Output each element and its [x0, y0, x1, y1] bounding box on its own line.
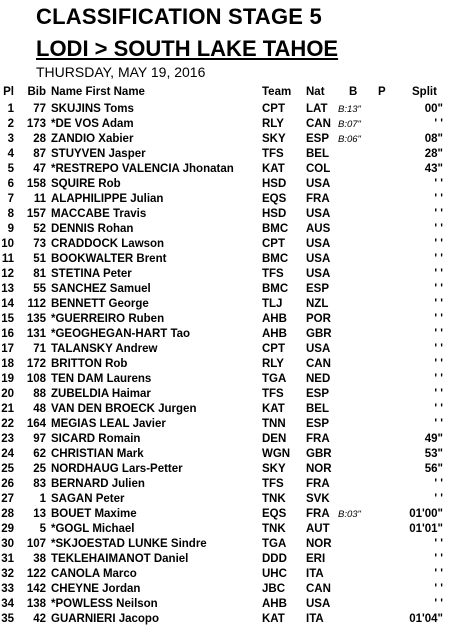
cell-bib: 122: [26, 568, 46, 580]
cell-pl: 20: [1, 388, 14, 400]
cell-split: 28": [424, 148, 443, 160]
cell-name: *RESTREPO VALENCIA Jhonatan: [51, 163, 234, 175]
cell-pl: 19: [1, 373, 14, 385]
cell-split: ' ': [434, 328, 443, 340]
cell-bib: 5: [39, 523, 46, 535]
cell-nat: SVK: [306, 493, 330, 505]
cell-bib: 135: [26, 313, 46, 325]
cell-pl: 9: [7, 223, 14, 235]
cell-name: BERNARD Julien: [51, 478, 145, 490]
cell-team: DDD: [262, 553, 287, 565]
cell-split: ' ': [434, 403, 443, 415]
cell-team: KAT: [262, 163, 285, 175]
cell-team: TFS: [262, 388, 284, 400]
cell-bib: 42: [33, 613, 46, 625]
cell-bib: 62: [33, 448, 46, 460]
cell-pl: 6: [7, 178, 14, 190]
cell-name: CRADDOCK Lawson: [51, 238, 165, 250]
cell-team: BMC: [262, 253, 289, 265]
cell-nat: COL: [306, 163, 331, 175]
cell-pl: 11: [1, 253, 14, 265]
table-row: [0, 552, 462, 567]
cell-split: 56": [424, 463, 443, 475]
cell-split: ' ': [434, 118, 443, 130]
cell-nat: USA: [306, 253, 331, 265]
cell-nat: FRA: [306, 508, 330, 520]
cell-team: TGA: [262, 538, 287, 550]
cell-name: ALAPHILIPPE Julian: [51, 193, 164, 205]
cell-pl: 16: [1, 328, 14, 340]
cell-pl: 22: [1, 418, 14, 430]
table-row: [0, 252, 462, 267]
cell-nat: USA: [306, 238, 331, 250]
cell-team: EQS: [262, 508, 287, 520]
cell-name: CHEYNE Jordan: [51, 583, 141, 595]
cell-name: BENNETT George: [51, 298, 149, 310]
column-header-name: Name First Name: [51, 86, 145, 98]
cell-name: *SKJOESTAD LUNKE Sindre: [51, 538, 207, 550]
cell-team: AHB: [262, 328, 287, 340]
cell-name: TEKLEHAIMANOT Daniel: [51, 553, 189, 565]
table-row: [0, 582, 462, 597]
cell-pl: 34: [1, 598, 14, 610]
cell-nat: USA: [306, 178, 331, 190]
cell-team: SKY: [262, 133, 286, 145]
cell-team: TGA: [262, 373, 287, 385]
cell-name: STETINA Peter: [51, 268, 132, 280]
cell-split: 01'00": [409, 508, 443, 520]
cell-bib: 51: [33, 253, 46, 265]
table-row: [0, 357, 462, 372]
cell-bib: 52: [33, 223, 46, 235]
table-row: [0, 177, 462, 192]
cell-nat: FRA: [306, 193, 330, 205]
cell-nat: POR: [306, 313, 331, 325]
cell-name: *POWLESS Neilson: [51, 598, 158, 610]
cell-team: TNK: [262, 493, 286, 505]
cell-nat: NED: [306, 373, 331, 385]
table-row: [0, 372, 462, 387]
cell-bib: 107: [26, 538, 46, 550]
cell-split: ' ': [434, 298, 443, 310]
cell-bib: 112: [27, 298, 46, 310]
cell-name: SANCHEZ Samuel: [51, 283, 151, 295]
cell-name: BOOKWALTER Brent: [51, 253, 167, 265]
table-row: [0, 597, 462, 612]
cell-bib: 87: [33, 148, 46, 160]
cell-pl: 15: [1, 313, 14, 325]
cell-nat: CAN: [306, 118, 331, 130]
cell-nat: ESP: [306, 388, 330, 400]
cell-bib: 73: [33, 238, 46, 250]
cell-pl: 2: [7, 118, 14, 130]
cell-pl: 12: [1, 268, 14, 280]
cell-name: ZUBELDIA Haimar: [51, 388, 151, 400]
cell-split: ' ': [434, 583, 443, 595]
cell-nat: USA: [306, 208, 331, 220]
cell-name: STUYVEN Jasper: [51, 148, 146, 160]
cell-team: HSD: [262, 208, 287, 220]
table-row: [0, 327, 462, 342]
cell-split: ' ': [434, 223, 443, 235]
table-row: [0, 417, 462, 432]
cell-split: 53": [424, 448, 443, 460]
cell-nat: ESP: [306, 418, 330, 430]
table-row: [0, 297, 462, 312]
cell-bib: 173: [26, 118, 46, 130]
column-header-pl: Pl: [3, 86, 14, 98]
cell-team: KAT: [262, 613, 285, 625]
cell-team: RLY: [262, 118, 284, 130]
cell-split: ' ': [434, 598, 443, 610]
cell-split: ' ': [434, 553, 443, 565]
cell-pl: 3: [7, 133, 14, 145]
cell-split: ' ': [434, 178, 443, 190]
column-header-bib: Bib: [27, 86, 46, 98]
table-row: [0, 117, 462, 132]
cell-split: ' ': [434, 283, 443, 295]
cell-bib: 158: [26, 178, 46, 190]
cell-bib: 47: [33, 163, 46, 175]
cell-nat: ERI: [306, 553, 326, 565]
table-row: [0, 492, 462, 507]
cell-name: *GUERREIRO Ruben: [51, 313, 165, 325]
cell-pl: 14: [1, 298, 14, 310]
cell-nat: CAN: [306, 583, 331, 595]
cell-split: 01'01": [409, 523, 443, 535]
cell-bib: 77: [33, 103, 46, 115]
cell-nat: USA: [306, 598, 331, 610]
cell-split: ' ': [434, 478, 443, 490]
cell-split: ' ': [434, 418, 443, 430]
cell-name: SAGAN Peter: [51, 493, 125, 505]
cell-name: CHRISTIAN Mark: [51, 448, 144, 460]
cell-bib: 13: [33, 508, 46, 520]
cell-team: SKY: [262, 463, 286, 475]
table-row: [0, 237, 462, 252]
cell-nat: BEL: [306, 148, 329, 160]
cell-pl: 23: [1, 433, 14, 445]
cell-nat: BEL: [306, 403, 329, 415]
cell-pl: 29: [1, 523, 14, 535]
cell-name: NORDHAUG Lars-Petter: [51, 463, 183, 475]
cell-bib: 172: [26, 358, 46, 370]
table-row: [0, 192, 462, 207]
cell-bib: 55: [33, 283, 46, 295]
table-row: [0, 267, 462, 282]
cell-pl: 5: [7, 163, 14, 175]
cell-nat: NZL: [306, 298, 329, 310]
cell-split: ' ': [434, 268, 443, 280]
cell-bib: 142: [26, 583, 46, 595]
table-row: [0, 222, 462, 237]
column-header-p: P: [378, 86, 386, 98]
table-row: [0, 567, 462, 582]
table-row: [0, 402, 462, 417]
cell-team: TNK: [262, 523, 286, 535]
table-row: [0, 342, 462, 357]
cell-bib: 38: [33, 553, 46, 565]
cell-name: DENNIS Rohan: [51, 223, 134, 235]
cell-team: WGN: [262, 448, 291, 460]
stage-route: LODI > SOUTH LAKE TAHOE: [36, 36, 339, 61]
cell-name: *GEOGHEGAN-HART Tao: [51, 328, 191, 340]
cell-team: TNN: [262, 418, 286, 430]
cell-bonus: B:03": [338, 509, 361, 520]
stage-date: THURSDAY, MAY 19, 2016: [36, 64, 206, 80]
cell-bib: 28: [33, 133, 46, 145]
cell-pl: 1: [7, 103, 14, 115]
cell-bonus: B:07": [338, 119, 361, 130]
cell-name: SKUJINS Toms: [51, 103, 134, 115]
cell-name: TALANSKY Andrew: [51, 343, 158, 355]
cell-split: 00": [424, 103, 443, 115]
cell-team: AHB: [262, 313, 287, 325]
cell-team: UHC: [262, 568, 287, 580]
cell-team: KAT: [262, 403, 285, 415]
table-row: [0, 387, 462, 402]
table-row: [0, 162, 462, 177]
cell-nat: ITA: [306, 613, 324, 625]
cell-name: *DE VOS Adam: [51, 118, 134, 130]
cell-split: ' ': [434, 373, 443, 385]
cell-pl: 30: [1, 538, 14, 550]
table-row: [0, 282, 462, 297]
page-title: CLASSIFICATION STAGE 5: [36, 4, 322, 29]
cell-team: TFS: [262, 148, 284, 160]
cell-pl: 7: [7, 193, 14, 205]
cell-name: SICARD Romain: [51, 433, 141, 445]
cell-bib: 88: [33, 388, 46, 400]
cell-nat: ITA: [306, 568, 324, 580]
cell-split: ' ': [434, 568, 443, 580]
table-row: [0, 207, 462, 222]
cell-split: 43": [424, 163, 443, 175]
table-row: [0, 432, 462, 447]
cell-team: BMC: [262, 223, 289, 235]
cell-bib: 25: [33, 463, 46, 475]
cell-team: HSD: [262, 178, 287, 190]
table-row: [0, 147, 462, 162]
cell-name: MACCABE Travis: [51, 208, 147, 220]
cell-nat: ESP: [306, 283, 330, 295]
cell-pl: 31: [1, 553, 14, 565]
cell-bib: 81: [33, 268, 46, 280]
cell-nat: USA: [306, 343, 331, 355]
cell-nat: NOR: [306, 463, 332, 475]
cell-split: ' ': [434, 538, 443, 550]
cell-split: 01'04": [409, 613, 443, 625]
table-row: [0, 537, 462, 552]
cell-nat: CAN: [306, 358, 331, 370]
cell-nat: GBR: [306, 448, 332, 460]
cell-team: AHB: [262, 598, 287, 610]
cell-bib: 83: [33, 478, 46, 490]
cell-name: TEN DAM Laurens: [51, 373, 152, 385]
cell-team: CPT: [262, 103, 285, 115]
cell-pl: 13: [1, 283, 14, 295]
cell-split: ' ': [434, 388, 443, 400]
cell-pl: 28: [1, 508, 14, 520]
cell-bib: 131: [26, 328, 46, 340]
cell-split: ' ': [434, 358, 443, 370]
cell-nat: FRA: [306, 433, 330, 445]
cell-bib: 138: [26, 598, 46, 610]
cell-pl: 33: [1, 583, 14, 595]
cell-team: EQS: [262, 193, 287, 205]
cell-nat: ESP: [306, 133, 330, 145]
cell-name: GUARNIERI Jacopo: [51, 613, 159, 625]
table-row: [0, 132, 462, 147]
cell-split: ' ': [434, 493, 443, 505]
cell-pl: 35: [1, 613, 14, 625]
cell-bib: 71: [33, 343, 46, 355]
cell-pl: 17: [1, 343, 14, 355]
cell-bib: 164: [26, 418, 46, 430]
cell-bib: 1: [39, 493, 46, 505]
cell-bib: 48: [33, 403, 46, 415]
cell-nat: USA: [306, 268, 331, 280]
cell-team: JBC: [262, 583, 286, 595]
cell-bib: 157: [26, 208, 46, 220]
cell-team: TFS: [262, 268, 284, 280]
cell-split: ' ': [434, 238, 443, 250]
cell-nat: AUS: [306, 223, 331, 235]
column-header-nat: Nat: [306, 86, 325, 98]
table-row: [0, 522, 462, 537]
column-header-b: B: [349, 86, 358, 98]
cell-pl: 32: [1, 568, 14, 580]
cell-nat: LAT: [306, 103, 328, 115]
cell-nat: FRA: [306, 478, 330, 490]
column-header-team: Team: [262, 86, 292, 98]
cell-name: BOUET Maxime: [51, 508, 137, 520]
cell-split: ' ': [434, 313, 443, 325]
table-row: [0, 447, 462, 462]
cell-name: MEGIAS LEAL Javier: [51, 418, 166, 430]
cell-pl: 25: [1, 463, 14, 475]
table-row: [0, 507, 462, 522]
cell-bonus: B:06": [338, 134, 361, 145]
cell-pl: 18: [1, 358, 14, 370]
cell-bib: 11: [33, 193, 46, 205]
cell-split: ' ': [434, 193, 443, 205]
table-row: [0, 477, 462, 492]
cell-split: 49": [424, 433, 443, 445]
cell-pl: 26: [1, 478, 14, 490]
cell-nat: NOR: [306, 538, 332, 550]
column-header-split: Split: [412, 86, 437, 98]
cell-team: CPT: [262, 343, 285, 355]
table-row: [0, 462, 462, 477]
cell-team: RLY: [262, 358, 284, 370]
cell-split: ' ': [434, 208, 443, 220]
cell-split: ' ': [434, 343, 443, 355]
cell-bonus: B:13": [338, 104, 361, 115]
cell-pl: 27: [1, 493, 14, 505]
cell-split: 08": [424, 133, 443, 145]
cell-team: TFS: [262, 478, 284, 490]
cell-nat: AUT: [306, 523, 330, 535]
cell-name: SQUIRE Rob: [51, 178, 121, 190]
cell-team: TLJ: [262, 298, 283, 310]
table-row: [0, 102, 462, 117]
cell-pl: 24: [1, 448, 14, 460]
cell-team: DEN: [262, 433, 287, 445]
cell-name: VAN DEN BROECK Jurgen: [51, 403, 197, 415]
cell-pl: 8: [7, 208, 14, 220]
cell-nat: GBR: [306, 328, 332, 340]
cell-pl: 21: [1, 403, 14, 415]
table-header: [0, 85, 462, 100]
cell-pl: 10: [1, 238, 14, 250]
cell-bib: 97: [33, 433, 46, 445]
cell-bib: 108: [26, 373, 46, 385]
cell-pl: 4: [7, 148, 14, 160]
table-row: [0, 312, 462, 327]
cell-name: BRITTON Rob: [51, 358, 128, 370]
cell-name: CANOLA Marco: [51, 568, 137, 580]
cell-split: ' ': [434, 253, 443, 265]
cell-team: BMC: [262, 283, 289, 295]
cell-team: CPT: [262, 238, 285, 250]
cell-name: *GOGL Michael: [51, 523, 135, 535]
table-row: [0, 612, 462, 627]
cell-name: ZANDIO Xabier: [51, 133, 134, 145]
